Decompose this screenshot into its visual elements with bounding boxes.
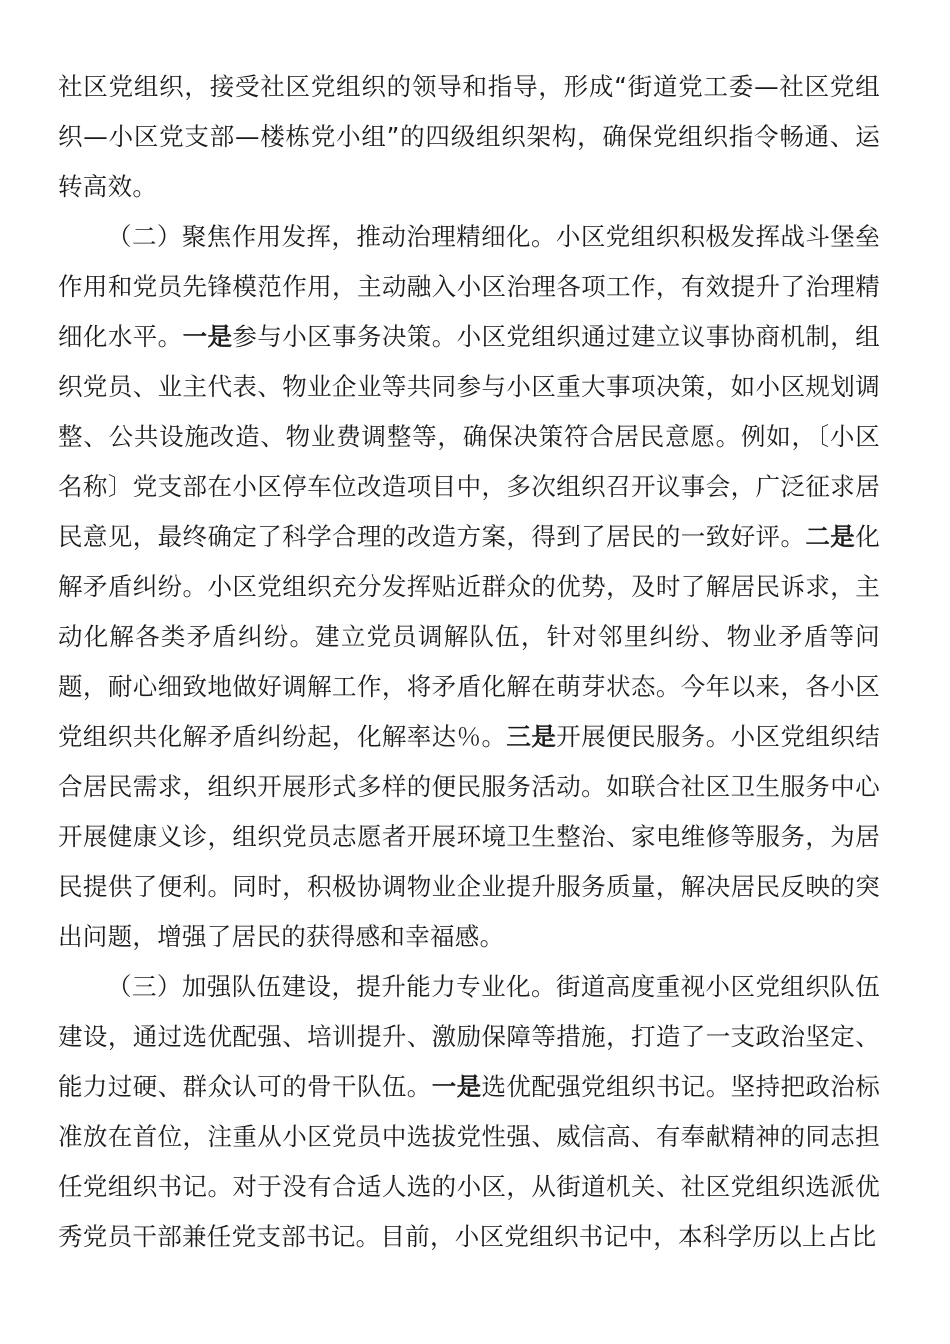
point-two-text: 化解矛盾纠纷。小区党组织充分发挥贴近群众的优势，及时了解居民诉求，主动化解各类矛盾纠纷。建立党员调解队伍，针对邻里纠纷、物业矛盾等问题，耐心细致地做好调解工作，将矛盾化解在萌芽状态。今年以来，各小区党组织共化解矛盾纠纷起，化解率达％。 — [58, 522, 880, 751]
point-three-marker: 三是 — [506, 722, 557, 751]
point-two-marker: 二是 — [805, 522, 856, 551]
paragraph-org-structure: 社区党组织，接受社区党组织的领导和指导，形成“街道党工委—社区党组织—小区党支部—楼栋党小组”的四级组织架构，确保党组织指令畅通、运转高效。 — [58, 72, 880, 201]
section-three-intro: （三）加强队伍建设，提升能力专业化。街道高度重视小区党组织队伍建设，通过选优配强、培训提升、激励保障等措施，打造了一支政治坚定、能力过硬、群众认可的骨干队伍。 — [58, 972, 880, 1101]
point-one-marker: 一是 — [182, 322, 233, 351]
paragraph-role-play — [58, 212, 880, 962]
document-page — [58, 62, 880, 1262]
point-three-text: 开展便民服务。小区党组织结合居民需求，组织开展形式多样的便民服务活动。如联合社区卫生服务中心开展健康义诊，组织党员志愿者开展环境卫生整治、家电维修等服务，为居民提供了便利。同时，积极协调物业企业提升服务质量，解决居民反映的突出问题，增强了居民的获得感和幸福感。 — [58, 722, 880, 951]
section-two-intro: （二）聚焦作用发挥，推动治理精细化。小区党组织积极发挥战斗堡垒作用和党员先锋模范作用，主动融入小区治理各项工作，有效提升了治理精细化水平。 — [58, 222, 880, 351]
paragraph-team-building — [58, 962, 880, 1262]
section-three-point-one-text: 选优配强党组织书记。坚持把政治标准放在首位，注重从小区党员中选拔党性强、威信高、有奉献精神的同志担任党组织书记。对于没有合适人选的小区，从街道机关、社区党组织选派优秀党员干部兼任党支部书记。目前，小区党组织书记中，本科学历以上占比 — [58, 1072, 880, 1251]
section-three-point-one-marker: 一是 — [431, 1072, 482, 1101]
point-one-text: 参与小区事务决策。小区党组织通过建立议事协商机制，组织党员、业主代表、物业企业等共同参与小区重大事项决策，如小区规划调整、公共设施改造、物业费调整等，确保决策符合居民意愿。例如，〔小区名称〕党支部在小区停车位改造项目中，多次组织召开议事会，广泛征求居民意见，最终确定了科学合理的改造方案，得到了居民的一致好评。 — [58, 322, 880, 551]
